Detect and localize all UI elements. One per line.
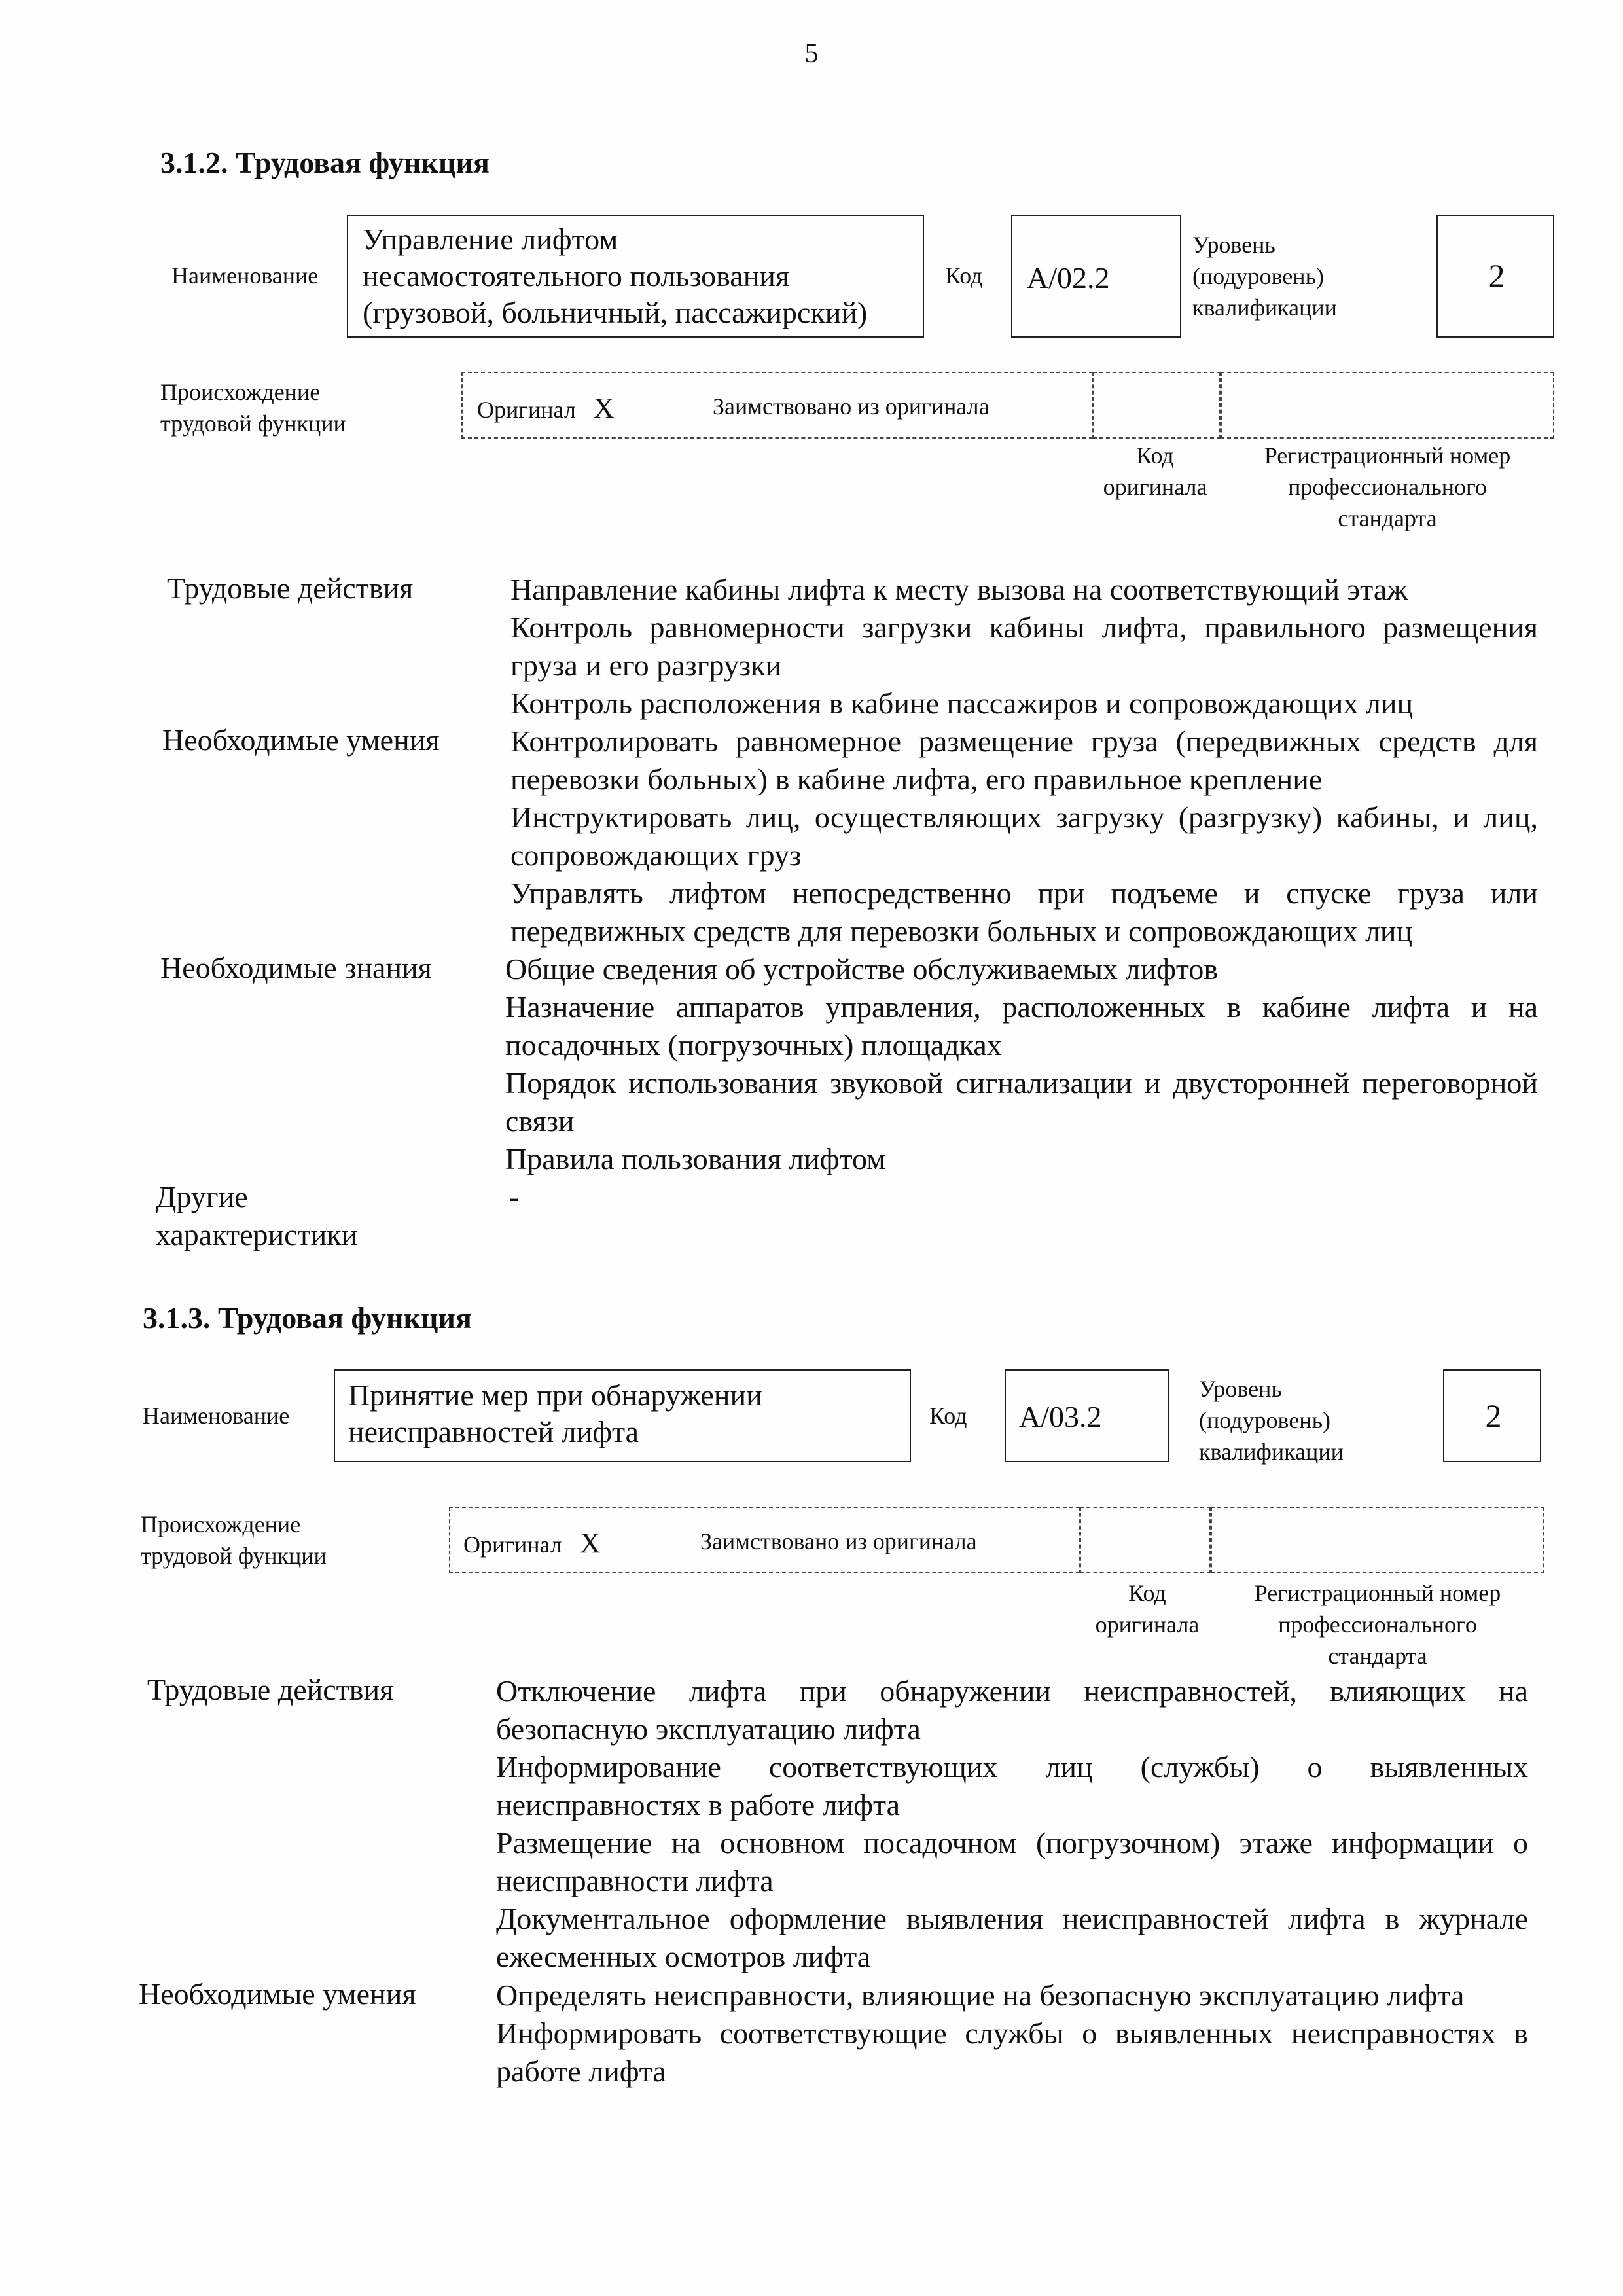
row-item: Информирование соответствующих лиц (службы) о выявленных неисправностях в работе лифта <box>496 1750 1528 1821</box>
row-label-line: характеристики <box>156 1218 358 1251</box>
code-label: Код <box>945 262 983 289</box>
name-line: (грузовой, больничный, пассажирский) <box>363 296 868 329</box>
row-item: Информировать соответствующие службы о выявленных неисправностях в работе лифта <box>496 2017 1528 2088</box>
row-item: Направление кабины лифта к месту вызова на соответствующий этаж <box>510 573 1408 606</box>
name-label: Наименование <box>171 262 319 289</box>
level-label-line: (подуровень) <box>1192 263 1324 289</box>
section-heading: 3.1.3. Трудовая функция <box>143 1301 472 1335</box>
code-original-box <box>1080 1507 1211 1573</box>
name-line: несамостоятельного пользования <box>363 259 790 293</box>
level-value: 2 <box>1485 1397 1502 1434</box>
level-value: 2 <box>1488 257 1505 294</box>
code-original-caption: оригинала <box>1103 474 1207 500</box>
row-item: Инструктировать лиц, осуществляющих загрузку (разгрузку) кабины, и лиц, сопровождающих груз <box>510 800 1538 872</box>
origin-label-line: Происхождение <box>160 379 321 405</box>
row-item: Контроль расположения в кабине пассажиров и сопровождающих лиц <box>510 687 1414 720</box>
page-number: 5 <box>804 39 819 69</box>
row-item: Документальное оформление выявления неисправностей лифта в журнале ежесменных осмотров лифта <box>496 1902 1528 1973</box>
borrowed-label: Заимствовано из оригинала <box>713 393 990 420</box>
section-heading: 3.1.2. Трудовая функция <box>160 146 490 179</box>
origin-box <box>461 372 1093 439</box>
original-label: Оригинал <box>463 1532 562 1558</box>
row-item: Контроль равномерности загрузки кабины лифта, правильного размещения груза и его разгрузки <box>510 611 1538 682</box>
code-box <box>1005 1369 1169 1462</box>
row-label: Необходимые умения <box>139 1977 416 2011</box>
borrowed-label: Заимствовано из оригинала <box>700 1528 977 1554</box>
level-label-line: квалификации <box>1199 1439 1344 1465</box>
name-box <box>334 1369 911 1462</box>
row-item: Порядок использования звуковой сигнализации и двусторонней переговорной связи <box>505 1066 1538 1138</box>
original-mark: X <box>579 1527 601 1559</box>
origin-label-line: трудовой функции <box>141 1543 327 1569</box>
row-item: - <box>509 1180 520 1213</box>
row-label: Необходимые умения <box>162 723 440 757</box>
code-original-caption: Код <box>1128 1580 1166 1606</box>
reg-number-caption: стандарта <box>1338 505 1437 531</box>
reg-number-box <box>1221 372 1554 439</box>
original-mark: X <box>593 392 615 424</box>
row-label: Трудовые действия <box>167 571 414 605</box>
level-box <box>1443 1369 1541 1462</box>
code-box <box>1011 215 1181 338</box>
reg-number-box <box>1211 1507 1544 1573</box>
row-item: Правила пользования лифтом <box>505 1142 886 1175</box>
reg-number-caption: профессионального <box>1278 1611 1477 1638</box>
code-original-caption: Код <box>1136 442 1174 469</box>
reg-number-caption: Регистрационный номер <box>1254 1580 1501 1606</box>
reg-number-caption: профессионального <box>1288 474 1487 500</box>
row-item: Размещение на основном посадочном (погрузочном) этаже информации о неисправности лифта <box>496 1826 1528 1897</box>
row-item: Определять неисправности, влияющие на безопасную эксплуатацию лифта <box>496 1979 1465 2012</box>
row-item: Отключение лифта при обнаружении неисправностей, влияющих на безопасную эксплуатацию лифта <box>496 1674 1528 1746</box>
origin-box <box>449 1507 1080 1573</box>
code-value: А/03.2 <box>1019 1400 1102 1433</box>
level-label-line: Уровень <box>1192 232 1275 258</box>
level-box <box>1436 215 1554 338</box>
row-item: Общие сведения об устройстве обслуживаемых лифтов <box>505 952 1219 986</box>
reg-number-caption: стандарта <box>1328 1643 1427 1669</box>
name-line: неисправностей лифта <box>348 1415 639 1448</box>
row-label: Необходимые знания <box>160 951 432 984</box>
origin-label-line: трудовой функции <box>160 410 346 437</box>
row-label-line: Другие <box>156 1180 248 1213</box>
level-label-line: квалификации <box>1192 295 1337 321</box>
code-original-caption: оригинала <box>1095 1611 1200 1638</box>
code-label: Код <box>929 1403 967 1429</box>
name-box <box>347 215 924 338</box>
reg-number-caption: Регистрационный номер <box>1264 442 1511 469</box>
code-original-box <box>1093 372 1221 439</box>
original-label: Оригинал <box>477 397 576 423</box>
origin-label-line: Происхождение <box>141 1511 301 1537</box>
row-item: Контролировать равномерное размещение груза (передвижных средств для перевозки больных) в кабине лифта, его правильное крепление <box>510 725 1538 796</box>
row-label: Трудовые действия <box>147 1673 394 1706</box>
row-item: Управлять лифтом непосредственно при подъеме и спуске груза или передвижных средств для перевозки больных и сопровождающих лиц <box>510 876 1538 948</box>
level-label-line: Уровень <box>1199 1376 1282 1402</box>
name-line: Управление лифтом <box>363 223 618 256</box>
name-line: Принятие мер при обнаружении <box>348 1378 762 1412</box>
row-item: Назначение аппаратов управления, расположенных в кабине лифта и на посадочных (погрузочных) площадках <box>505 990 1538 1062</box>
code-value: А/02.2 <box>1027 261 1110 295</box>
name-label: Наименование <box>143 1403 290 1429</box>
level-label-line: (подуровень) <box>1199 1407 1330 1433</box>
